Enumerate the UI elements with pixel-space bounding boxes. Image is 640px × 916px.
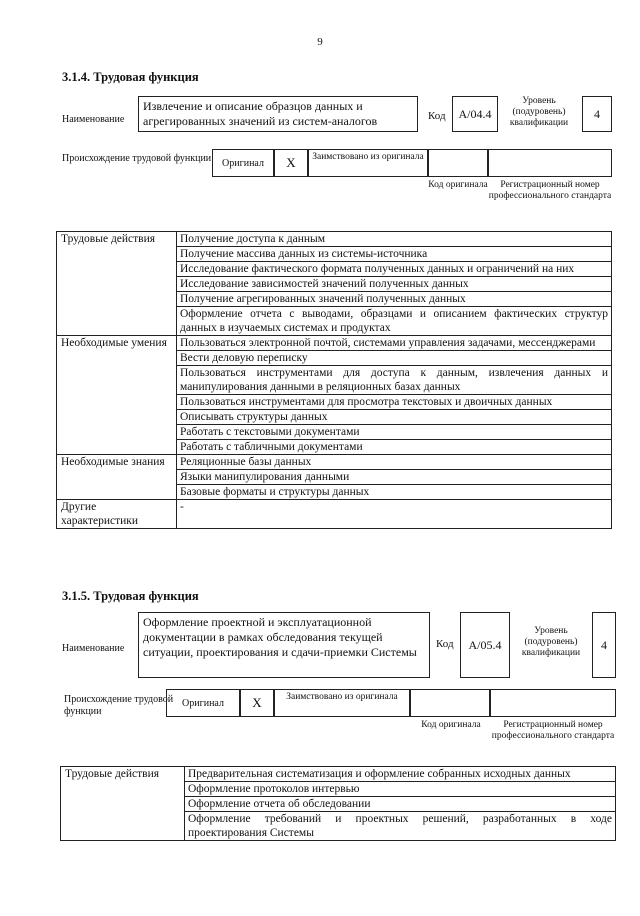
borrowed-cell [308, 149, 428, 177]
table-row [57, 232, 612, 247]
skill-item: Пользоваться инструментами для просмотра текстовых и двоичных данных [177, 395, 612, 410]
level-label: Уровень (подуровень) квалификации [521, 626, 581, 658]
level-value: 4 [601, 637, 607, 652]
labor-action-item: Оформление протоколов интервью [185, 782, 616, 797]
original-mark-cell [240, 689, 274, 717]
other-item: - [177, 500, 612, 529]
code-original-cell [410, 689, 490, 717]
labor-action-item: Исследование зависимостей значений полученных данных [177, 277, 612, 292]
skill-item: Описывать структуры данных [177, 410, 612, 425]
code-value-box [452, 96, 498, 132]
borrowed-cell [274, 689, 410, 717]
knowledge-item: Базовые форматы и структуры данных [177, 485, 612, 500]
level-value-box [582, 96, 612, 132]
borrowed-label: Заимствовано из оригинала [286, 692, 398, 702]
labor-action-item: Получение агрегированных значений полученных данных [177, 292, 612, 307]
skill-item: Вести деловую переписку [177, 351, 612, 366]
knowledge-item: Языки манипулирования данными [177, 470, 612, 485]
labor-action-item: Оформление отчета об обследовании [185, 797, 616, 812]
original-label: Оригинал [182, 697, 224, 709]
original-label-cell [166, 689, 240, 717]
level-label: Уровень (подуровень) квалификации [509, 96, 569, 128]
level-value: 4 [594, 106, 600, 121]
name-label: Наименование [62, 114, 125, 125]
original-mark: X [286, 155, 296, 170]
reg-number-cell [490, 689, 616, 717]
category-cell: Необходимые знания [57, 455, 177, 500]
borrowed-label: Заимствовано из оригинала [312, 152, 424, 162]
reg-number-cell [488, 149, 612, 177]
labor-action-item: Получение доступа к данным [177, 232, 612, 247]
labor-action-item: Оформление требований и проектных решений, разработанных в ходе проектирования Системы [185, 812, 616, 841]
original-mark: X [252, 695, 262, 710]
function-table-3-1-5 [60, 766, 616, 841]
page-number: 9 [317, 36, 323, 48]
function-table-3-1-4 [56, 231, 612, 529]
skill-item: Пользоваться электронной почтой, системами управления задачами, мессенджерами [177, 336, 612, 351]
function-name-value: Оформление проектной и эксплуатационной документации в рамках обследования текущей ситуации, проектирования и сдачи-приемки Системы [143, 615, 417, 659]
reg-number-label: Регистрационный номер профессионального стандарта [491, 720, 615, 741]
category-cell: Трудовые действия [61, 767, 185, 841]
level-value-box [592, 612, 616, 678]
category-cell: Необходимые умения [57, 336, 177, 455]
skill-item: Работать с текстовыми документами [177, 425, 612, 440]
code-value: A/04.4 [458, 106, 492, 121]
original-label: Оригинал [222, 157, 264, 169]
reg-number-label: Регистрационный номер профессионального стандарта [488, 180, 612, 201]
table-row [57, 336, 612, 351]
code-original-label: Код оригинала [428, 180, 488, 190]
code-label: Код [436, 638, 454, 650]
table-row [61, 767, 616, 782]
origin-label: Происхождение трудовой функции [62, 153, 212, 164]
section-title-3-1-5: 3.1.5. Трудовая функция [62, 589, 199, 603]
code-value: A/05.4 [468, 637, 502, 652]
knowledge-item: Реляционные базы данных [177, 455, 612, 470]
function-name-value: Извлечение и описание образцов данных и агрегированных значений из систем-аналогов [143, 99, 378, 128]
code-label: Код [428, 110, 446, 122]
name-label: Наименование [62, 643, 125, 654]
original-mark-cell [274, 149, 308, 177]
category-cell: Другие характеристики [57, 500, 177, 529]
labor-action-item: Исследование фактического формата полученных данных и ограничений на них [177, 262, 612, 277]
origin-label: Происхождение трудовой функции [64, 694, 174, 717]
original-label-cell [212, 149, 274, 177]
labor-action-item: Предварительная систематизация и оформление собранных исходных данных [185, 767, 616, 782]
function-name-box [138, 612, 430, 678]
labor-action-item: Получение массива данных из системы-источника [177, 247, 612, 262]
skill-item: Пользоваться инструментами для доступа к данным, извлечения данных и манипулирования данными в реляционных базах данных [177, 366, 612, 395]
code-original-label: Код оригинала [421, 720, 481, 730]
table-row [57, 500, 612, 529]
function-name-box [138, 96, 418, 132]
code-original-cell [428, 149, 488, 177]
section-title-3-1-4: 3.1.4. Трудовая функция [62, 70, 199, 84]
table-row [57, 455, 612, 470]
skill-item: Работать с табличными документами [177, 440, 612, 455]
category-cell: Трудовые действия [57, 232, 177, 336]
labor-action-item: Оформление отчета с выводами, образцами и описанием фактических структур данных в изучаемых системах и продуктах [177, 307, 612, 336]
code-value-box [460, 612, 510, 678]
